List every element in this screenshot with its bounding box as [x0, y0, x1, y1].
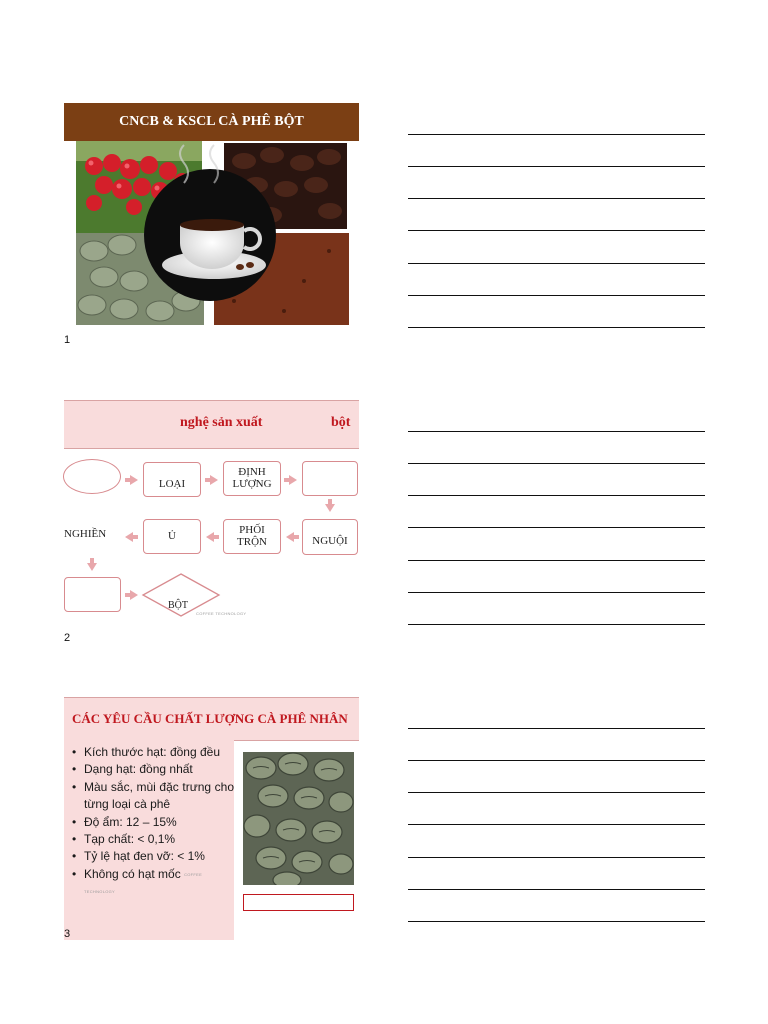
- slide-3-title: CÁC YÊU CẦU CHẤT LƯỢNG CÀ PHÊ NHÂN: [72, 711, 348, 726]
- note-line: [408, 857, 705, 858]
- note-line: [408, 495, 705, 496]
- list-item-text: Không có hạt mốc: [84, 866, 181, 881]
- slide-number: 3: [64, 928, 71, 940]
- flow-step-dinh-luong: ĐỊNH LƯỢNG: [223, 461, 281, 496]
- slide-number: 2: [64, 632, 71, 644]
- note-line: [408, 921, 705, 922]
- flow-step-u: Ủ: [143, 519, 201, 554]
- note-line: [408, 166, 705, 167]
- note-line: [408, 230, 705, 231]
- note-line: [408, 134, 705, 135]
- note-line: [408, 792, 705, 793]
- quality-requirements-list: [64, 740, 234, 901]
- note-line: [408, 624, 705, 625]
- list-item: • Độ ẩm: 12 – 15%: [72, 814, 234, 831]
- note-line: [408, 592, 705, 593]
- note-line: [408, 527, 705, 528]
- watermark: COFFEE TECHNOLOGY: [84, 871, 203, 895]
- flow-start-oval: [63, 459, 121, 494]
- arrow-right-icon: [289, 475, 297, 485]
- note-line: [408, 327, 705, 328]
- watermark: COFFEE TECHNOLOGY: [196, 611, 247, 616]
- flow-step-nghien: NGHIỀN: [64, 519, 120, 555]
- arrow-down-icon: [87, 563, 97, 571]
- list-item: • Tỷ lệ hạt đen vỡ: < 1%: [72, 848, 234, 865]
- note-line: [408, 463, 705, 464]
- slide-number: 1: [64, 334, 71, 346]
- list-item: • Màu sắc, mùi đặc trưng cho từng loại cà phê: [72, 779, 234, 814]
- flow-step-bot: BỘT: [168, 600, 188, 611]
- note-line: [408, 198, 705, 199]
- slide-2-banner: [64, 400, 359, 449]
- slide-1-title: CNCB & KSCL CÀ PHÊ BỘT: [64, 103, 359, 141]
- arrow-left-icon: [286, 532, 294, 542]
- arrow-right-icon: [210, 475, 218, 485]
- note-line: [408, 889, 705, 890]
- note-line: [408, 824, 705, 825]
- slide-3-banner: [64, 697, 359, 741]
- list-item: • Dạng hạt: đồng nhất: [72, 761, 234, 778]
- green-beans-photo: [243, 752, 354, 885]
- note-line: [408, 263, 705, 264]
- flow-step-loai: LOẠI: [143, 462, 201, 497]
- flow-step-nguoi: NGUỘI: [302, 519, 358, 555]
- note-line: [408, 431, 705, 432]
- note-line: [408, 728, 705, 729]
- list-item: • Tạp chất: < 0,1%: [72, 831, 234, 848]
- arrow-down-icon: [325, 504, 335, 512]
- slide-1-collage: [64, 141, 359, 331]
- note-line: [408, 560, 705, 561]
- flow-step-empty: [302, 461, 358, 496]
- arrow-right-icon: [130, 475, 138, 485]
- slide-2-title-part-1: nghệ sản xuất: [180, 415, 263, 430]
- list-item: [72, 866, 234, 901]
- note-line: [408, 295, 705, 296]
- flow-step-empty-2: [64, 577, 121, 612]
- caption-box: [243, 894, 354, 911]
- slide-2-title-part-2: bột: [331, 415, 351, 430]
- note-line: [408, 760, 705, 761]
- arrow-right-icon: [130, 590, 138, 600]
- slide-3-bullet-panel: [64, 740, 234, 940]
- flow-step-phoi-tron: PHỐI TRỘN: [223, 519, 281, 554]
- arrow-left-icon: [206, 532, 214, 542]
- list-item: • Kích thước hạt: đồng đều: [72, 744, 234, 761]
- arrow-left-icon: [125, 532, 133, 542]
